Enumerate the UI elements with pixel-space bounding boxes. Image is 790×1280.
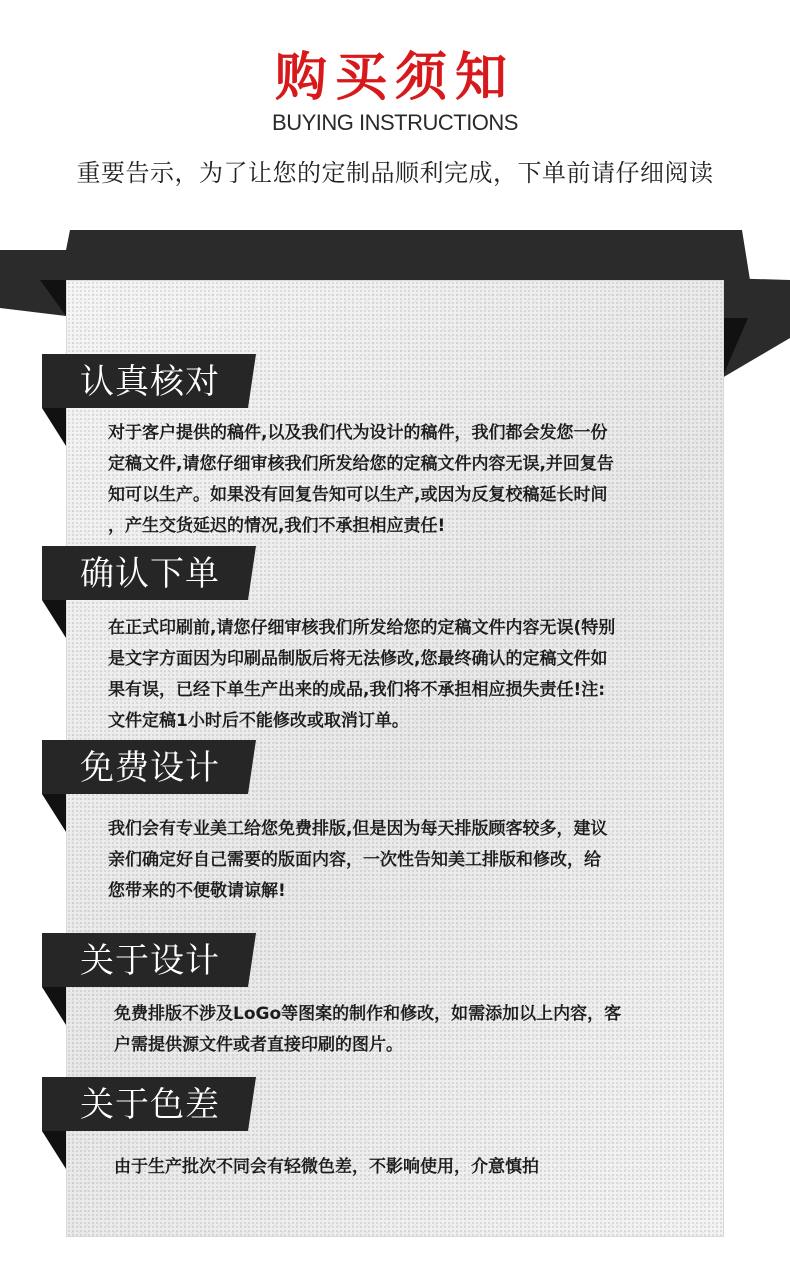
section-body-free-design xyxy=(108,814,698,907)
body-line: 在正式印刷前,请您仔细审核我们所发给您的定稿文件内容无误(特别 xyxy=(108,618,616,638)
section-title: 关于设计 xyxy=(80,941,220,981)
section-body-about-design xyxy=(114,999,704,1061)
body-line: 户需提供源文件或者直接印刷的图片。 xyxy=(114,1035,403,1055)
important-notice: 重要告示，为了让您的定制品顺利完成，下单前请仔细阅读 xyxy=(76,159,714,187)
body-line: 我们会有专业美工给您免费排版,但是因为每天排版顾客较多，建议 xyxy=(108,819,608,839)
body-line: 免费排版不涉及LoGo等图案的制作和修改，如需添加以上内容，客 xyxy=(114,1004,622,1024)
section-tag-confirm-order xyxy=(42,546,256,602)
section-title: 认真核对 xyxy=(80,362,220,402)
body-line: 文件定稿1小时后不能修改或取消订单。 xyxy=(108,711,409,731)
section-tag-verify xyxy=(42,354,256,410)
section-tag-color-difference xyxy=(42,1077,256,1133)
body-line: 知可以生产。如果没有回复告知可以生产,或因为反复校稿延长时间 xyxy=(108,485,608,505)
body-line: 定稿文件,请您仔细审核我们所发给您的定稿文件内容无误,并回复告 xyxy=(108,454,614,474)
section-body-verify xyxy=(108,418,698,542)
section-title: 确认下单 xyxy=(80,554,220,594)
page-subtitle: BUYING INSTRUCTIONS xyxy=(272,110,518,135)
section-title: 关于色差 xyxy=(80,1085,220,1125)
section-title: 免费设计 xyxy=(80,748,220,788)
body-line: 对于客户提供的稿件,以及我们代为设计的稿件，我们都会发您一份 xyxy=(108,423,608,443)
body-line: ，产生交货延迟的情况,我们不承担相应责任! xyxy=(108,516,446,536)
section-tag-free-design xyxy=(42,740,256,796)
body-line: 果有误，已经下单生产出来的成品,我们将不承担相应损失责任!注: xyxy=(108,680,606,700)
body-line: 您带来的不便敬请谅解! xyxy=(108,881,286,901)
body-line: 是文字方面因为印刷品制版后将无法修改,您最终确认的定稿文件如 xyxy=(108,649,608,669)
page-title: 购买须知 xyxy=(274,48,515,108)
body-line: 亲们确定好自己需要的版面内容，一次性告知美工排版和修改，给 xyxy=(108,850,601,870)
body-line: 由于生产批次不同会有轻微色差，不影响使用，介意慎拍 xyxy=(114,1157,539,1177)
section-body-confirm-order xyxy=(108,613,698,737)
section-body-color-difference xyxy=(114,1152,704,1183)
section-tag-about-design xyxy=(42,933,256,989)
